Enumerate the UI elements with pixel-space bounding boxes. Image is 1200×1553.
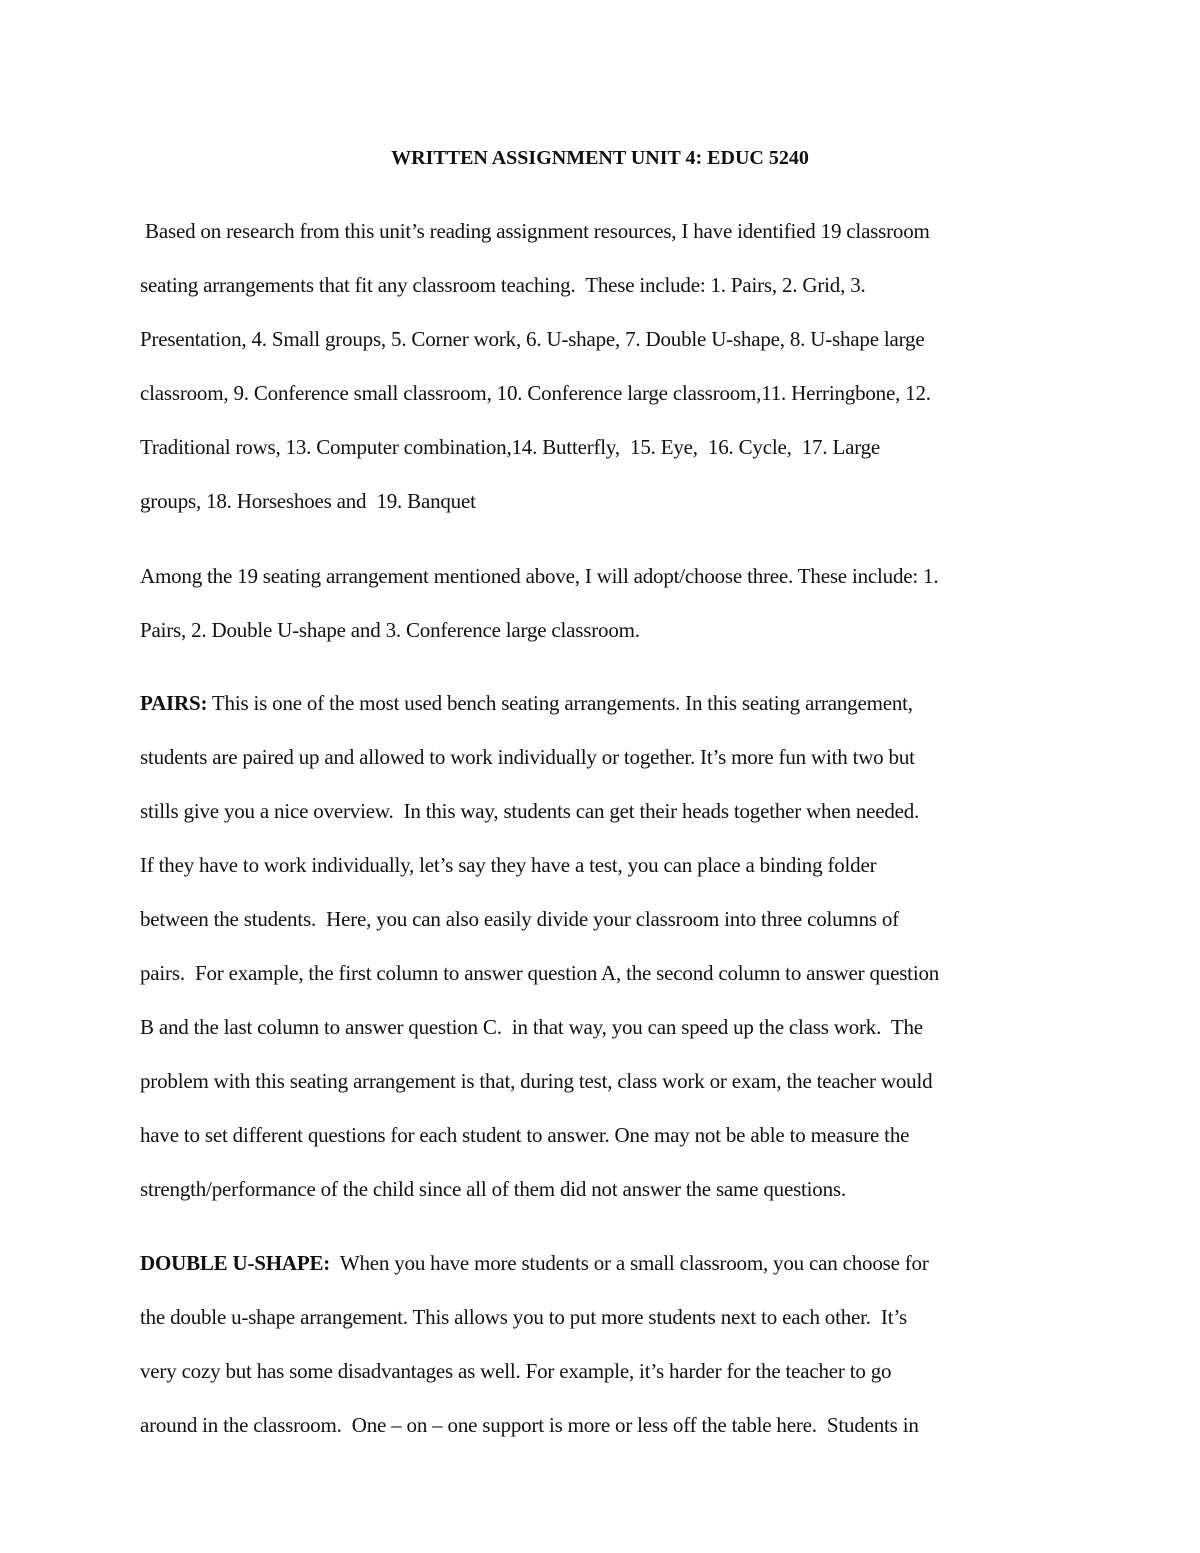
paragraph-1-line-6: groups, 18. Horseshoes and 19. Banquet — [140, 489, 476, 513]
pairs-line-1 — [140, 690, 913, 716]
paragraph-2-line-2: Pairs, 2. Double U-shape and 3. Conference large classroom. — [140, 618, 640, 642]
pairs-line-3: stills give you a nice overview. In this way, students can get their heads together when needed. — [140, 799, 920, 823]
double-u-line-3: very cozy but has some disadvantages as well. For example, it’s harder for the teacher to go — [140, 1359, 892, 1383]
pairs-line-2: students are paired up and allowed to work individually or together. It’s more fun with two but — [140, 745, 915, 769]
pairs-line-6: pairs. For example, the first column to answer question A, the second column to answer question — [140, 961, 940, 985]
pairs-line-9: have to set different questions for each student to answer. One may not be able to measure the — [140, 1123, 910, 1147]
paragraph-1-line-4: classroom, 9. Conference small classroom, 10. Conference large classroom,11. Herringbone, 12. — [140, 381, 931, 405]
double-u-line-1-text: When you have more students or a small classroom, you can choose for — [330, 1251, 929, 1275]
paragraph-1-line-1: Based on research from this unit’s reading assignment resources, I have identified 19 classroom — [140, 219, 930, 243]
paragraph-1-line-5: Traditional rows, 13. Computer combination,14. Butterfly, 15. Eye, 16. Cycle, 17. Large — [140, 435, 881, 459]
pairs-line-4: If they have to work individually, let’s say they have a test, you can place a binding folder — [140, 853, 877, 877]
paragraph-1-line-2: seating arrangements that fit any classroom teaching. These include: 1. Pairs, 2. Grid, 3. — [140, 273, 866, 297]
double-u-heading: DOUBLE U-SHAPE: — [140, 1251, 331, 1275]
document-title: WRITTEN ASSIGNMENT UNIT 4: EDUC 5240 — [391, 147, 809, 169]
pairs-heading: PAIRS: — [140, 691, 208, 715]
pairs-line-5: between the students. Here, you can also easily divide your classroom into three columns of — [140, 907, 899, 931]
double-u-line-2: the double u-shape arrangement. This allows you to put more students next to each other. It’s — [140, 1305, 907, 1329]
paragraph-1-line-3: Presentation, 4. Small groups, 5. Corner work, 6. U-shape, 7. Double U-shape, 8. U-shape large — [140, 327, 925, 351]
pairs-line-7: B and the last column to answer question C. in that way, you can speed up the class work. The — [140, 1015, 923, 1039]
double-u-line-4: around in the classroom. One – on – one support is more or less off the table here. Students in — [140, 1413, 919, 1437]
paragraph-2-line-1: Among the 19 seating arrangement mentioned above, I will adopt/choose three. These include: 1. — [140, 564, 939, 588]
pairs-line-1-text: This is one of the most used bench seating arrangements. In this seating arrangement, — [207, 691, 913, 715]
pairs-line-10: strength/performance of the child since all of them did not answer the same questions. — [140, 1177, 846, 1201]
double-u-line-1 — [140, 1250, 929, 1276]
pairs-line-8: problem with this seating arrangement is that, during test, class work or exam, the teacher would — [140, 1069, 933, 1093]
